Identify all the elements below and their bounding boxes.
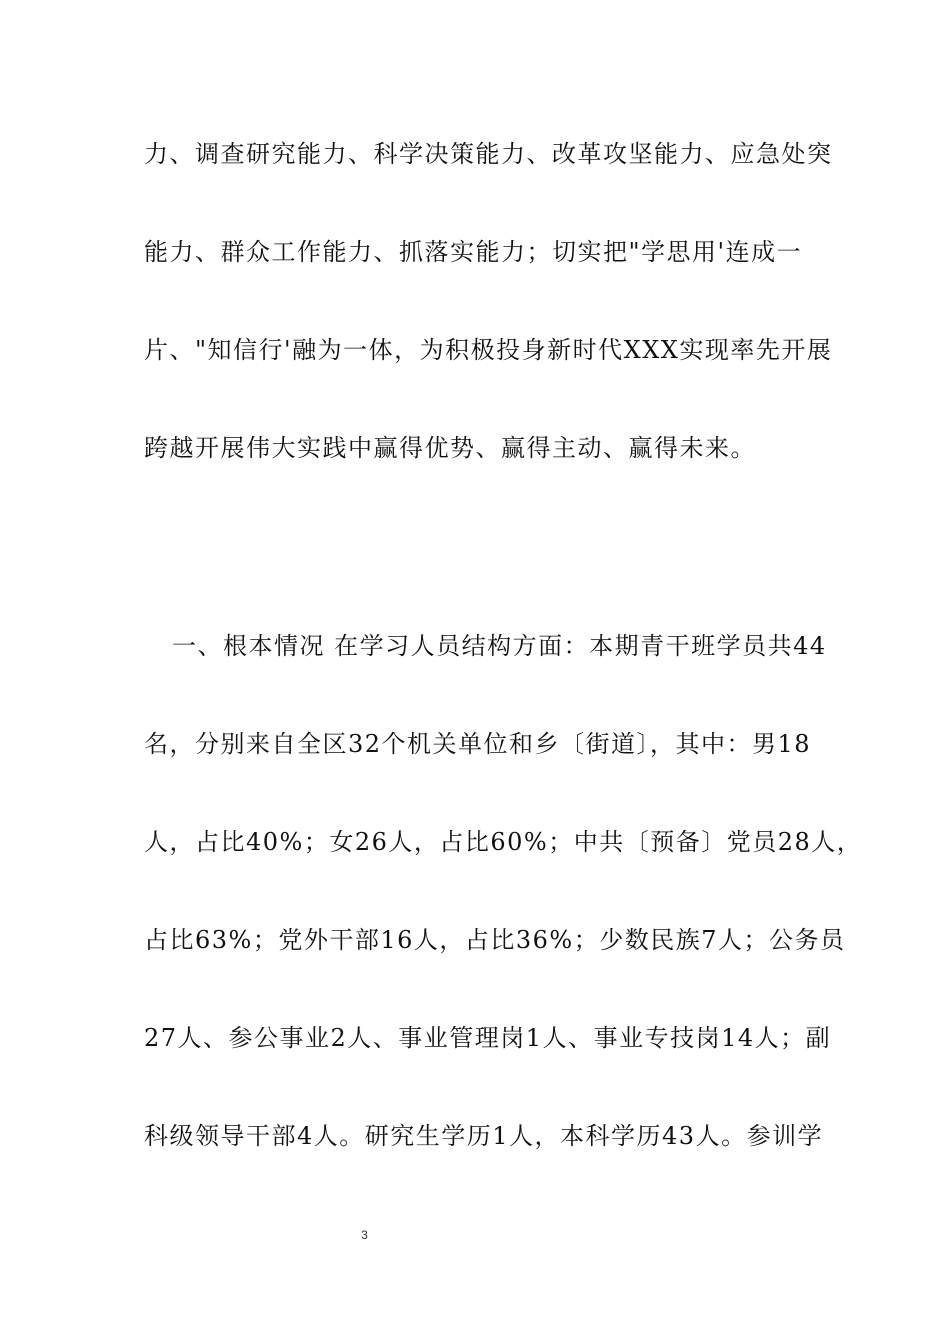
paragraph-line: 占比63%；党外干部16人，占比36%；少数民族7人；公务员 [144, 926, 846, 954]
paragraph-line: 能力、群众工作能力、抓落实能力；切实把"学思用'连成一 [144, 238, 803, 266]
paragraph-line: 片、"知信行'融为一体，为积极投身新时代XXX实现率先开展 [144, 336, 833, 364]
section-heading-line: 一、根本情况 在学习人员结构方面：本期青干班学员共44 [172, 632, 827, 660]
paragraph-line: 名，分别来自全区32个机关单位和乡〔街道〕，其中：男18 [144, 730, 812, 758]
paragraph-line: 跨越开展伟大实践中赢得优势、赢得主动、赢得未来。 [144, 434, 756, 462]
paragraph-line: 科级领导干部4人。研究生学历1人，本科学历43人。参训学 [144, 1122, 824, 1150]
page-number: 3 [361, 1228, 368, 1242]
paragraph-line: 力、调查研究能力、科学决策能力、改革攻坚能力、应急处突 [144, 140, 833, 168]
paragraph-line: 人，占比40%；女26人，占比60%；中共〔预备〕党员28人， [144, 828, 863, 856]
paragraph-line: 27人、参公事业2人、事业管理岗1人、事业专技岗14人；副 [144, 1024, 832, 1052]
